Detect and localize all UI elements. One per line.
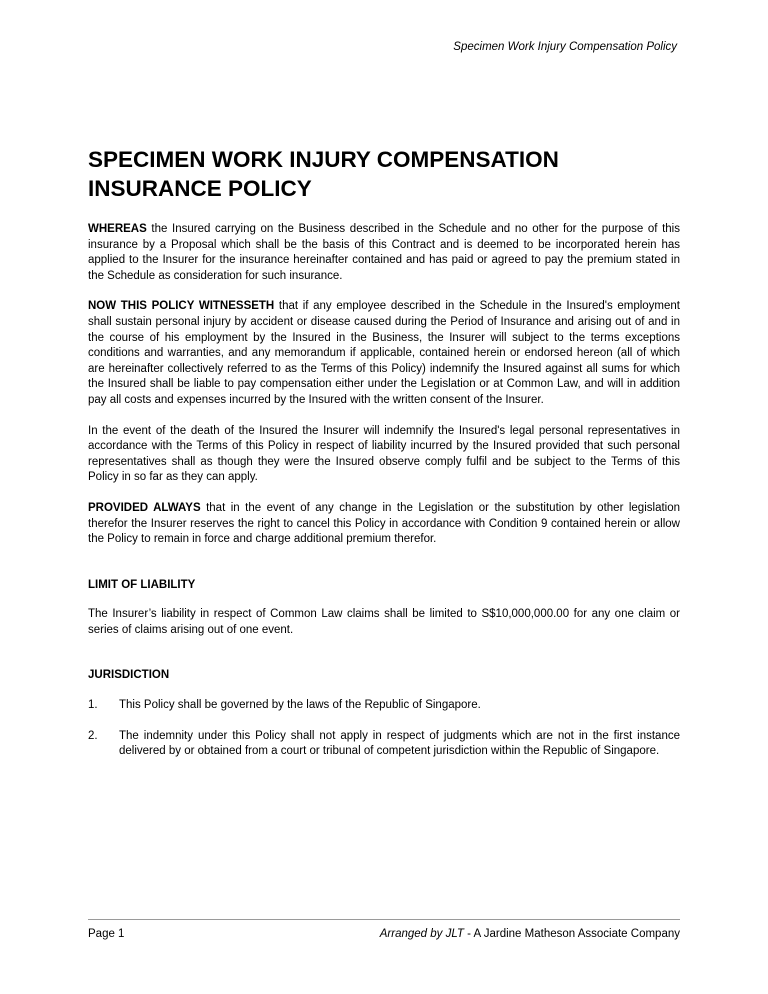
limit-of-liability-text: The Insurer’s liability in respect of Common Law claims shall be limited to S$10,000,000.00 for any one claim or series of claims arising out of one event. [88,608,680,636]
clause-number: 2. [88,729,98,742]
paragraph-lead: PROVIDED ALWAYS [88,501,201,514]
jurisdiction-heading: JURISDICTION [88,669,170,682]
running-header: Specimen Work Injury Compensation Policy [453,41,677,53]
whereas-paragraph [88,222,680,284]
document-title-line-2: INSURANCE POLICY [88,176,312,201]
paragraph-lead: NOW THIS POLICY WITNESSETH [88,300,275,313]
witnesseth-paragraph [88,299,680,408]
clause-text: The indemnity under this Policy shall not apply in respect of judgments which are not in the first instance delivered by or obtained from a court or tribunal of competent jurisdiction within the Republic of Singapore. [119,729,680,758]
jurisdiction-clause [88,698,680,714]
paragraph-text: In the event of the death of the Insured the Insurer will indemnify the Insured's legal personal representatives in accordance with the Terms of this Policy in respect of liability incurred by the Insured provided that such personal representatives shall as though they were the Insured observe comply fulfil and be subject to the Terms of this Policy in so far as they can apply. [88,424,680,484]
clause-text: This Policy shall be governed by the laws of the Republic of Singapore. [119,699,481,712]
jurisdiction-clause [88,729,680,760]
clause-number: 1. [88,699,98,712]
document-title-line-1: SPECIMEN WORK INJURY COMPENSATION [88,147,559,172]
page-number: Page 1 [88,928,125,940]
footer-divider [88,919,680,920]
death-of-insured-paragraph [88,424,680,486]
paragraph-text: that in the event of any change in the Legislation or the substitution by other legislation therefor the Insurer reserves the right to cancel this Policy in accordance with Condition 9 contained herein or allow the Policy to remain in force and charge additional premium therefor. [88,501,681,546]
document-body [88,222,680,775]
provided-always-paragraph [88,501,680,548]
footer-arranged-by: Arranged by JLT [379,928,464,940]
footer-company: - A Jardine Matheson Associate Company [463,928,680,940]
document-title [88,145,688,203]
paragraph-lead: WHEREAS [88,223,147,235]
paragraph-text: the Insured carrying on the Business described in the Schedule and no other for the purpose of this insurance by a Proposal which shall be the basis of this Contract and is deemed to be incorporated herein has applied to the Insurer for the insurance hereinafter contained and has paid or agreed to pay the premium stated in the Schedule as consideration for such insurance. [88,223,680,282]
paragraph-text: that if any employee described in the Schedule in the Insured's employment shall sustain personal injury by accident or disease caused during the Period of Insurance and arising out of and in the course of his employment by the Insured in the Business, the Insurer will subject to the terms exceptions conditions and warranties, and any memorandum if applicable, contained herein or endorsed hereon (all of which are hereinafter collectively referred to as the Terms of this Policy) indemnify the Insured against all sums for which the Insured shall be liable to pay compensation either under the Legislation or at Common Law, and will in addition pay all costs and expenses incurred by the Insured with the written consent of the Insurer. [88,300,680,406]
limit-of-liability-heading: LIMIT OF LIABILITY [88,578,196,591]
footer-attribution [380,928,680,940]
